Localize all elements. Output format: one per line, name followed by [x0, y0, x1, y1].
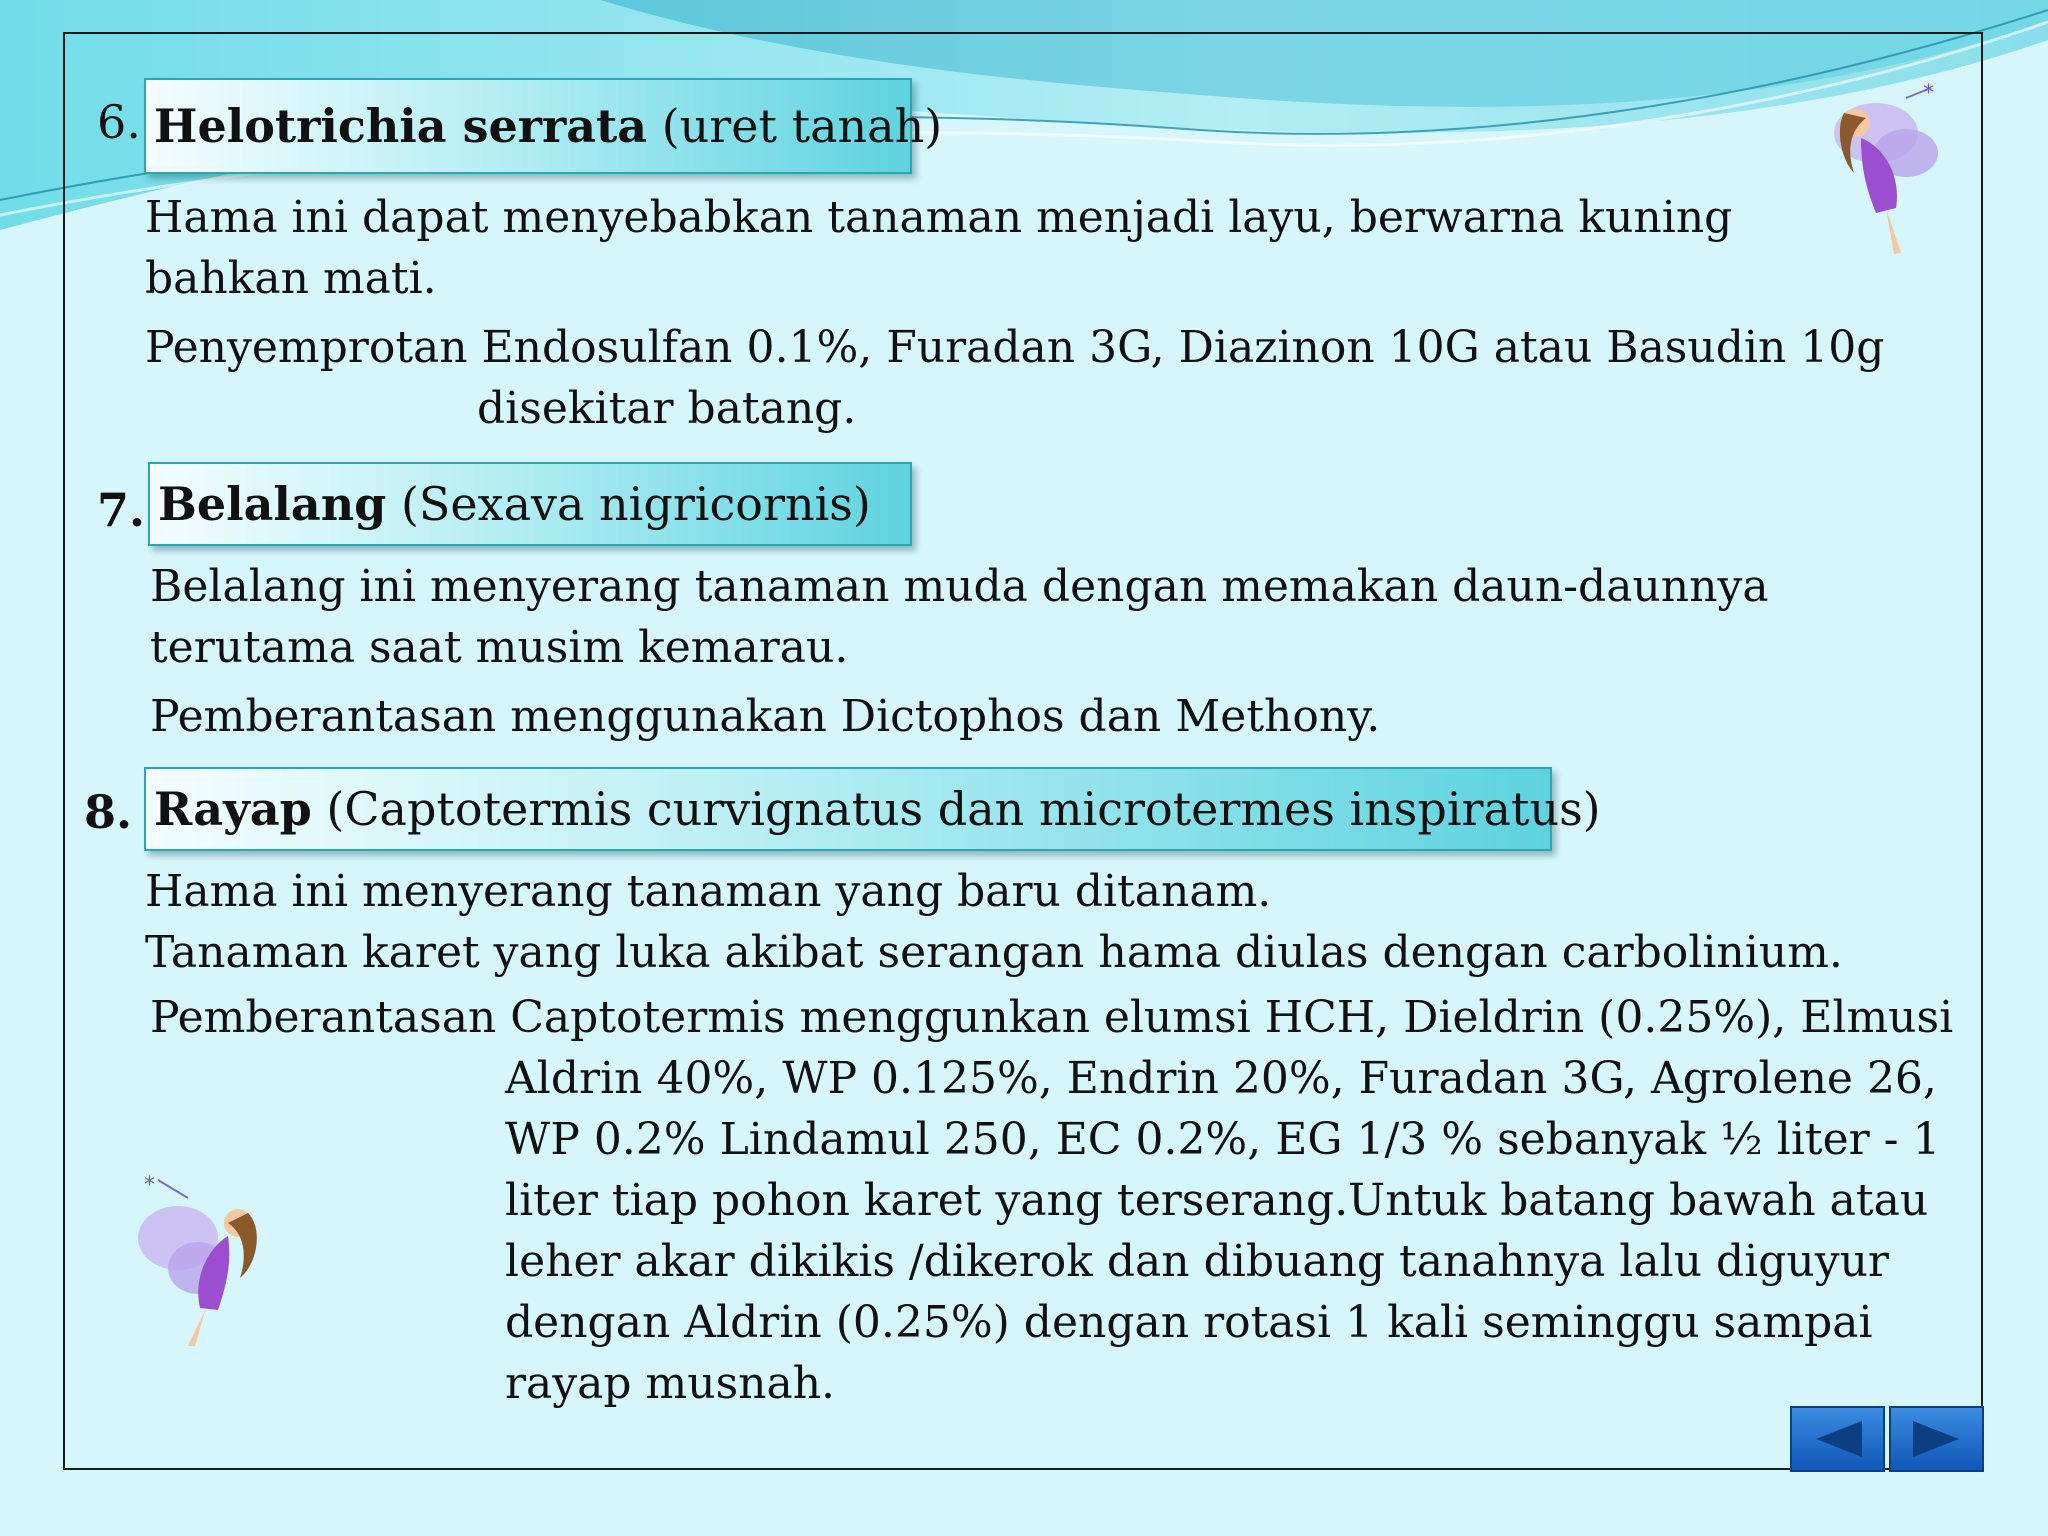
fairy-icon — [1806, 78, 1956, 258]
body-line: Hama ini menyerang tanaman yang baru ditanam. — [145, 866, 1272, 917]
section-title-box — [148, 462, 912, 546]
svg-text:*: * — [144, 1173, 155, 1198]
body-line: Pemberantasan Captotermis menggunkan elumsi HCH, Dieldrin (0.25%), Elmusi — [150, 992, 1954, 1043]
next-slide-button[interactable] — [1889, 1406, 1984, 1472]
triangle-right-icon — [1909, 1417, 1965, 1461]
body-line: leher akar dikikis /dikerok dan dibuang tanahnya lalu diguyur — [505, 1236, 1889, 1287]
triangle-left-icon — [1810, 1417, 1866, 1461]
body-line: Aldrin 40%, WP 0.125%, Endrin 20%, Furadan 3G, Agrolene 26, — [505, 1053, 1937, 1104]
svg-text:*: * — [1923, 81, 1934, 106]
section-title-bold: Belalang — [158, 477, 387, 531]
section-body — [150, 556, 1769, 747]
section-title-rest: (Sexava nigricornis) — [386, 477, 871, 531]
body-line: Pemberantasan menggunakan Dictophos dan Methony. — [150, 691, 1381, 742]
fairy-icon — [128, 1168, 288, 1348]
body-line: dengan Aldrin (0.25%) dengan rotasi 1 kali seminggu sampai — [505, 1297, 1873, 1348]
section-body — [145, 861, 1953, 1414]
body-line: disekitar batang. — [477, 383, 857, 434]
body-line: terutama saat musim kemarau. — [150, 622, 849, 673]
body-line: Penyemprotan Endosulfan 0.1%, Furadan 3G, Diazinon 10G atau Basudin 10g — [145, 322, 1885, 373]
body-line: Tanaman karet yang luka akibat serangan hama diulas dengan carbolinium. — [145, 927, 1843, 978]
slide-navigation — [1790, 1406, 1984, 1472]
section-number: 6. — [97, 95, 141, 149]
section-title-bold: Rayap — [154, 782, 312, 836]
section-title-rest: (uret tanah) — [647, 99, 943, 153]
body-line: Hama ini dapat menyebabkan tanaman menjadi layu, berwarna kuning — [145, 192, 1733, 243]
section-number: 7. — [97, 483, 146, 537]
section-body — [145, 187, 1884, 439]
section-title-box — [144, 767, 1601, 851]
body-line: liter tiap pohon karet yang terserang.Untuk batang bawah atau — [505, 1175, 1929, 1226]
body-line: bahkan mati. — [145, 253, 437, 304]
body-line: WP 0.2% Lindamul 250, EC 0.2%, EG 1/3 % sebanyak ½ liter - 1 — [505, 1114, 1941, 1165]
section-title-rest: (Captotermis curvignatus dan microtermes inspiratus) — [311, 782, 1601, 836]
previous-slide-button[interactable] — [1790, 1406, 1885, 1472]
body-line: rayap musnah. — [505, 1358, 836, 1409]
section-title-bold: Helotrichia serrata — [154, 99, 648, 153]
section-number: 8. — [84, 785, 133, 839]
body-line: Belalang ini menyerang tanaman muda dengan memakan daun-daunnya — [150, 561, 1769, 612]
section-title-box — [144, 78, 943, 174]
